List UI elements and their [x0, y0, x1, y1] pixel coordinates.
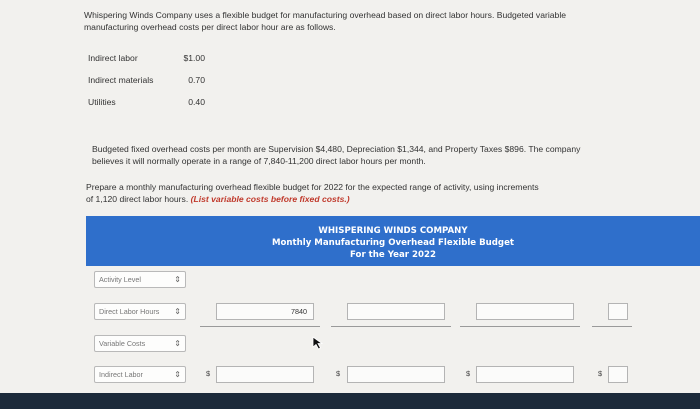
instructions-line-1: Prepare a monthly manufacturing overhead flexible budget for 2022 for the expected range of activity, using increments	[86, 182, 539, 192]
cost-value-utilities: 0.40	[188, 97, 205, 107]
instructions-text	[86, 181, 686, 205]
budget-header-banner	[86, 216, 700, 266]
cost-label-indirect-labor: Indirect labor	[88, 53, 138, 63]
variable-costs-select[interactable]	[94, 335, 186, 352]
dlh-underline-col-3	[460, 326, 580, 327]
budget-period: For the Year 2022	[350, 250, 436, 260]
cost-label-utilities: Utilities	[88, 97, 116, 107]
direct-labor-hours-select-value: Direct Labor Hours	[99, 307, 160, 316]
dlh-input-col-1[interactable]: 7840	[216, 303, 314, 320]
intro-line-1: Whispering Winds Company uses a flexible budget for manufacturing overhead based on direct labor hours. Budgeted variable	[84, 10, 567, 20]
variable-costs-select-value: Variable Costs	[99, 339, 146, 348]
currency-symbol-col-4: $	[598, 369, 603, 378]
cost-value-indirect-materials: 0.70	[188, 75, 205, 85]
bottom-bar	[0, 393, 700, 409]
indirect-labor-select[interactable]	[94, 366, 186, 383]
instructions-line-2	[86, 193, 686, 205]
indirect-labor-input-col-1[interactable]	[216, 366, 314, 383]
instructions-line-2-plain: of 1,120 direct labor hours.	[86, 194, 191, 204]
dlh-input-col-2[interactable]	[347, 303, 445, 320]
indirect-labor-input-col-2[interactable]	[347, 366, 445, 383]
dlh-underline-col-4	[592, 326, 632, 327]
fixed-costs-line-2: believes it will normally operate in a range of 7,840-11,200 direct labor hours per month.	[92, 156, 426, 166]
activity-level-select-value: Activity Level	[99, 275, 141, 284]
dlh-input-col-3[interactable]	[476, 303, 574, 320]
currency-symbol-col-2: $	[336, 369, 341, 378]
currency-symbol-col-3: $	[466, 369, 471, 378]
indirect-labor-select-value: Indirect Labor	[99, 370, 143, 379]
activity-level-select[interactable]	[94, 271, 186, 288]
fixed-costs-text	[92, 143, 692, 167]
direct-labor-hours-select[interactable]	[94, 303, 186, 320]
budget-company-name: WHISPERING WINDS COMPANY	[318, 226, 468, 236]
mouse-cursor-icon	[312, 336, 324, 350]
budget-title: Monthly Manufacturing Overhead Flexible Budget	[271, 238, 515, 248]
currency-symbol-col-1: $	[206, 369, 211, 378]
select-arrow-icon: ⇕	[174, 370, 181, 379]
dlh-input-col-4[interactable]	[608, 303, 628, 320]
cost-value-indirect-labor: $1.00	[183, 53, 205, 63]
select-arrow-icon: ⇕	[174, 339, 181, 348]
cost-label-indirect-materials: Indirect materials	[88, 75, 154, 85]
fixed-costs-line-1: Budgeted fixed overhead costs per month are Supervision $4,480, Depreciation $1,344, and Property Taxes $896. The company	[92, 144, 581, 154]
select-arrow-icon: ⇕	[174, 275, 181, 284]
indirect-labor-input-col-3[interactable]	[476, 366, 574, 383]
select-arrow-icon: ⇕	[174, 307, 181, 316]
instructions-emphasis: (List variable costs before fixed costs.)	[190, 194, 350, 204]
dlh-underline-col-1	[200, 326, 320, 327]
intro-text	[84, 9, 684, 33]
indirect-labor-input-col-4[interactable]	[608, 366, 628, 383]
intro-line-2: manufacturing overhead costs per direct labor hour are as follows.	[84, 22, 336, 32]
dlh-underline-col-2	[331, 326, 451, 327]
